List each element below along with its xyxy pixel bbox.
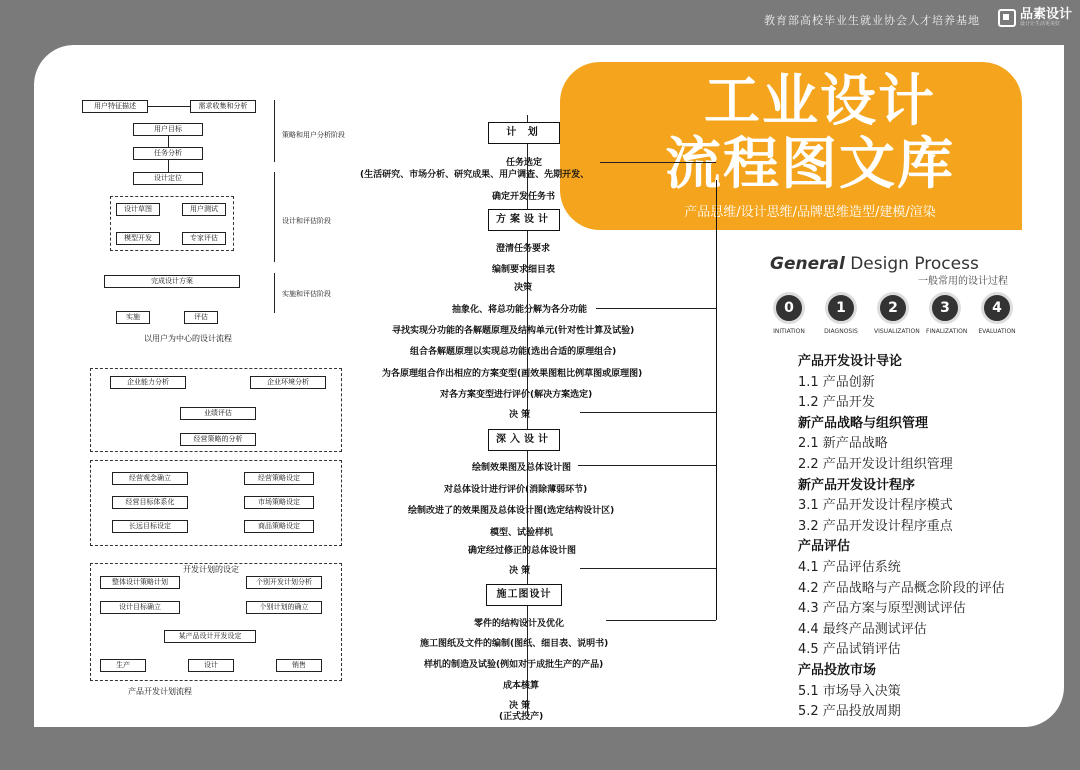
stage-note: 设计和评估阶段 (282, 217, 331, 225)
flow-step: (正式投产) (499, 712, 544, 722)
flow-box: 生产 (100, 659, 146, 672)
flow-box: 企业能力分析 (110, 376, 186, 389)
toc-heading[interactable]: 新产品战略与组织管理 (798, 415, 929, 431)
toc-item[interactable]: 4.2 产品战略与产品概念阶段的评估 (798, 580, 1005, 596)
process-stages (770, 292, 1016, 335)
flow-box: 业绩评估 (180, 407, 256, 420)
hero-title-line1: 工业设计 (704, 69, 936, 134)
stage-box: 方案设计 (488, 209, 560, 231)
stage-evaluation (978, 292, 1016, 335)
stage-label: VISUALIZATION (874, 328, 920, 335)
stage-label: DIAGNOSIS (824, 328, 858, 335)
brand-logo[interactable] (998, 8, 1072, 27)
stage-number: 2 (877, 292, 909, 324)
flow-box: 设计定位 (133, 172, 203, 185)
process-subtitle: 一般常用的设计过程 (918, 276, 1008, 287)
toc-item[interactable]: 5.1 市场导入决策 (798, 683, 901, 699)
flow-step: 模型、试验样机 (490, 528, 554, 538)
stage-label: FINALIZATION (926, 328, 968, 335)
stage-box: 计 划 (488, 122, 560, 144)
flow-box: 经营观念确立 (112, 472, 188, 485)
flow-box: 长远目标设定 (112, 520, 188, 533)
flow-box: 模型开发 (116, 232, 160, 245)
hero-subtitle: 产品思维/设计思维/品牌思维造型/建模/渲染 (684, 205, 936, 220)
flow-box: 用户特征描述 (82, 100, 148, 113)
toc-item[interactable]: 4.5 产品试销评估 (798, 642, 901, 658)
flow-step: 对总体设计进行评价(消除薄弱环节) (444, 485, 588, 495)
toc-heading[interactable]: 新产品开发设计程序 (798, 477, 916, 493)
flow-step: 施工图纸及文件的编制(图纸、细目表、说明书) (420, 639, 609, 649)
flow-box: 企业环境分析 (250, 376, 326, 389)
flow-step: 对各方案变型进行评价(解决方案选定) (440, 390, 593, 400)
stage-box: 深入设计 (488, 429, 560, 451)
flow-box: 需求收集和分析 (190, 100, 256, 113)
brand-sub: 设计让生活更美好 (1019, 21, 1060, 27)
flow-step: 成本核算 (503, 681, 540, 691)
hero-title-line2: 流程图文库 (665, 132, 955, 197)
flow-box: 用户目标 (133, 123, 203, 136)
flow-step: 决 策 (509, 701, 531, 711)
flow-box: 经营策略设定 (244, 472, 314, 485)
table-of-contents (798, 352, 1005, 723)
flow-box: 个别计划的确立 (246, 601, 322, 614)
toc-item[interactable]: 1.2 产品开发 (798, 395, 875, 411)
flow-step: 编制要求细目表 (492, 265, 556, 275)
toc-heading[interactable]: 产品评估 (798, 539, 851, 555)
toc-item[interactable]: 3.1 产品开发设计程序模式 (798, 498, 953, 514)
process-title-rest: Design Process (850, 254, 979, 274)
flow-box: 市场策略设定 (244, 496, 314, 509)
stage-note: 策略和用户分析阶段 (282, 131, 345, 139)
stage-diagnosis (822, 292, 860, 335)
toc-item[interactable]: 4.1 产品评估系统 (798, 559, 901, 575)
stage-number: 1 (825, 292, 857, 324)
flow-step: 确定开发任务书 (492, 192, 556, 202)
flow-step: 决 策 (509, 410, 531, 420)
flow-step: 寻找实现分功能的各解题原理及结构单元(针对性计算及试验) (392, 326, 635, 336)
process-title (770, 254, 979, 274)
flow-label: 开发计划的设定 (183, 565, 239, 574)
toc-item[interactable]: 1.1 产品创新 (798, 374, 875, 390)
logo-icon (998, 9, 1016, 27)
flow-box: 个别开发计划分析 (246, 576, 322, 589)
flow-box: 经营目标体系化 (112, 496, 188, 509)
stage-label: EVALUATION (978, 328, 1016, 335)
toc-item[interactable]: 4.4 最终产品测试评估 (798, 621, 927, 637)
flow-step: 绘制效果图及总体设计图 (472, 463, 572, 473)
stage-label: INITIATION (773, 328, 805, 335)
stage-note: 实施和评估阶段 (282, 290, 331, 298)
stage-number: 3 (929, 292, 961, 324)
flow-step: 绘制改进了的效果图及总体设计图(选定结构设计区) (408, 506, 615, 516)
stage-number: 4 (981, 292, 1013, 324)
flow-box: 任务分析 (133, 147, 203, 160)
flow-box: 销售 (276, 659, 322, 672)
flow-box: 设计 (188, 659, 234, 672)
stage-finalization (926, 292, 968, 335)
process-title-italic: General (770, 254, 845, 274)
header-tagline: 教育部高校毕业生就业协会人才培养基地 (764, 14, 980, 27)
flow-step: 抽象化、将总功能分解为各分功能 (452, 305, 588, 315)
flow-box: 设计草图 (116, 203, 160, 216)
stage-box: 施工图设计 (486, 584, 562, 606)
flow-box: 整体设计策略计划 (100, 576, 180, 589)
toc-item[interactable]: 5.2 产品投放周期 (798, 704, 901, 720)
flow-step: 决策 (514, 283, 533, 293)
flow-box: 实施 (116, 311, 150, 324)
toc-item[interactable]: 4.3 产品方案与原型测试评估 (798, 601, 966, 617)
toc-item[interactable]: 2.1 新产品战略 (798, 436, 888, 452)
diagram-caption: 以用户为中心的设计流程 (144, 334, 232, 343)
flow-step: 决 策 (509, 566, 531, 576)
flow-step: 样机的制造及试验(例如对于成批生产的产品) (424, 660, 604, 670)
toc-item[interactable]: 3.2 产品开发设计程序重点 (798, 518, 953, 534)
flow-box: 完成设计方案 (104, 275, 240, 288)
toc-heading[interactable]: 产品投放市场 (798, 662, 877, 678)
stage-number: 0 (773, 292, 805, 324)
flow-box: 商品策略设定 (244, 520, 314, 533)
stage-initiation (770, 292, 808, 335)
flow-step: 确定经过修正的总体设计图 (468, 546, 577, 556)
flow-step: (生活研究、市场分析、研究成果、用户调查、先期开发、 (360, 170, 590, 180)
flow-step: 为各原理组合作出相应的方案变型(画效果图粗比例草图或原理图) (382, 369, 643, 379)
flow-box: 专家评估 (182, 232, 226, 245)
flow-step: 澄清任务要求 (496, 244, 551, 254)
flow-box: 设计目标确立 (100, 601, 180, 614)
flow-box: 经营策略的分析 (180, 433, 256, 446)
flow-step: 零件的结构设计及优化 (474, 619, 565, 629)
toc-heading[interactable]: 产品开发设计导论 (798, 354, 903, 369)
flow-box: 评估 (184, 311, 218, 324)
flow-box: 某产品设计开发设定 (164, 630, 256, 643)
flow-step: 组合各解题原理以实现总功能(选出合适的原理组合) (410, 347, 617, 357)
flow-step: 任务选定 (506, 158, 543, 168)
brand-name: 品素设计 (1019, 7, 1072, 22)
diagram-caption: 产品开发计划流程 (128, 687, 192, 696)
flow-box: 用户测试 (182, 203, 226, 216)
toc-item[interactable]: 2.2 产品开发设计组织管理 (798, 456, 953, 472)
stage-visualization (874, 292, 920, 335)
